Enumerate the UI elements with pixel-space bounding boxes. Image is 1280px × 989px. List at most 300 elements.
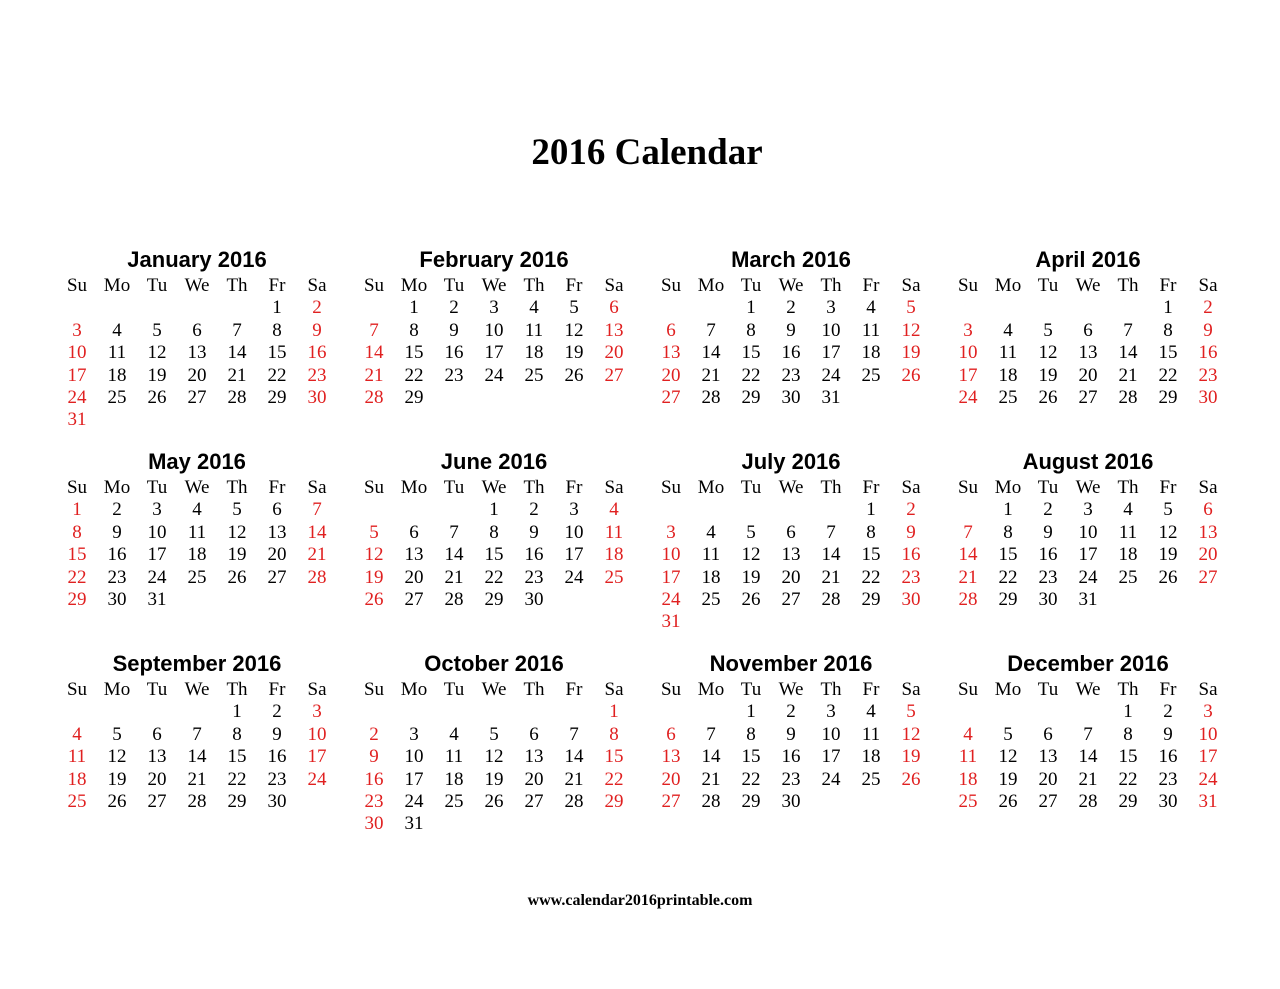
day-cell: 24 bbox=[821, 364, 841, 386]
month-block bbox=[948, 245, 1228, 447]
day-cell bbox=[217, 297, 257, 319]
day-cell: 26 bbox=[901, 364, 921, 386]
weekday-label: Mo bbox=[994, 477, 1022, 498]
day-cell: 25 bbox=[444, 790, 464, 812]
day-cell bbox=[137, 611, 177, 633]
day-cell: 19 bbox=[1038, 364, 1058, 386]
month-block bbox=[57, 447, 337, 649]
weekday-label: Mo bbox=[400, 679, 428, 700]
day-cell bbox=[1188, 409, 1228, 431]
day-cell: 28 bbox=[444, 588, 464, 610]
day-cell: 9 bbox=[369, 746, 379, 768]
day-cell: 27 bbox=[781, 588, 801, 610]
day-cell: 25 bbox=[107, 386, 127, 408]
day-cell: 1 bbox=[489, 499, 499, 521]
day-cell: 19 bbox=[901, 746, 921, 768]
day-cell: 28 bbox=[564, 790, 584, 812]
day-cell: 9 bbox=[1043, 521, 1053, 543]
day-cell: 30 bbox=[524, 588, 544, 610]
day-cell: 13 bbox=[604, 319, 624, 341]
day-cell: 19 bbox=[364, 566, 384, 588]
day-cell bbox=[554, 813, 594, 835]
day-cell: 14 bbox=[821, 544, 841, 566]
day-cell bbox=[1068, 611, 1108, 633]
day-cell: 24 bbox=[1198, 768, 1218, 790]
month-block bbox=[948, 649, 1228, 851]
day-cell: 3 bbox=[826, 701, 836, 723]
day-cell: 7 bbox=[826, 521, 836, 543]
day-cell bbox=[1108, 611, 1148, 633]
day-cell: 22 bbox=[861, 566, 881, 588]
weekday-label: Su bbox=[957, 477, 979, 498]
day-cell: 17 bbox=[821, 342, 841, 364]
day-cell: 19 bbox=[227, 544, 247, 566]
day-cell: 8 bbox=[746, 723, 756, 745]
day-cell bbox=[257, 589, 297, 611]
weekday-label: Su bbox=[363, 679, 385, 700]
month-block bbox=[57, 649, 337, 851]
day-cell bbox=[948, 499, 988, 521]
week-row bbox=[651, 342, 931, 364]
day-cell: 26 bbox=[107, 790, 127, 812]
day-cell: 17 bbox=[307, 746, 327, 768]
day-cell: 13 bbox=[267, 521, 287, 543]
month-title: February 2016 bbox=[419, 247, 569, 272]
day-cell bbox=[1188, 589, 1228, 611]
day-cell bbox=[1028, 297, 1068, 319]
day-cell: 22 bbox=[741, 364, 761, 386]
day-cell: 11 bbox=[861, 319, 881, 341]
day-cell: 5 bbox=[152, 319, 162, 341]
day-cell: 14 bbox=[364, 342, 384, 364]
day-cell bbox=[394, 409, 434, 431]
day-cell bbox=[257, 409, 297, 431]
day-cell: 8 bbox=[409, 319, 419, 341]
day-cell: 6 bbox=[666, 319, 676, 341]
day-cell bbox=[434, 701, 474, 723]
month-block bbox=[354, 649, 634, 851]
day-cell: 26 bbox=[484, 790, 504, 812]
weekday-label: Th bbox=[820, 275, 842, 296]
day-cell: 30 bbox=[781, 790, 801, 812]
day-cell: 23 bbox=[781, 364, 801, 386]
week-row bbox=[948, 769, 1228, 791]
day-cell: 3 bbox=[312, 701, 322, 723]
day-cell: 12 bbox=[741, 544, 761, 566]
week-row bbox=[57, 746, 337, 768]
day-cell: 21 bbox=[701, 364, 721, 386]
day-cell: 29 bbox=[741, 790, 761, 812]
day-cell: 18 bbox=[444, 768, 464, 790]
day-cell bbox=[691, 297, 731, 319]
weekday-label: Sa bbox=[1198, 477, 1218, 498]
day-cell: 27 bbox=[1078, 386, 1098, 408]
day-cell: 12 bbox=[147, 342, 167, 364]
day-cell: 1 bbox=[72, 499, 82, 521]
day-cell: 6 bbox=[1043, 723, 1053, 745]
day-cell: 12 bbox=[901, 723, 921, 745]
day-cell: 20 bbox=[1078, 364, 1098, 386]
day-cell: 2 bbox=[906, 499, 916, 521]
week-row bbox=[651, 701, 931, 723]
week-row bbox=[651, 724, 931, 746]
weekday-label: Su bbox=[66, 477, 88, 498]
weekday-label: We bbox=[1075, 275, 1101, 296]
day-cell: 15 bbox=[404, 342, 424, 364]
day-cell bbox=[137, 409, 177, 431]
day-cell: 3 bbox=[826, 297, 836, 319]
weekday-header bbox=[57, 477, 337, 499]
day-cell: 27 bbox=[661, 386, 681, 408]
day-cell bbox=[137, 813, 177, 835]
weekday-label: We bbox=[1075, 679, 1101, 700]
day-cell: 6 bbox=[152, 723, 162, 745]
day-cell: 29 bbox=[267, 386, 287, 408]
day-cell: 1 bbox=[272, 297, 282, 319]
day-cell: 7 bbox=[963, 521, 973, 543]
week-row bbox=[948, 544, 1228, 566]
day-cell: 4 bbox=[529, 297, 539, 319]
day-cell: 26 bbox=[227, 566, 247, 588]
day-cell: 10 bbox=[307, 723, 327, 745]
week-row bbox=[651, 567, 931, 589]
week-row bbox=[354, 769, 634, 791]
day-cell bbox=[771, 611, 811, 633]
weekday-label: We bbox=[778, 275, 804, 296]
week-row bbox=[948, 409, 1228, 431]
months-grid bbox=[57, 245, 1228, 851]
week-row bbox=[354, 813, 634, 835]
weekday-label: Fr bbox=[565, 679, 583, 700]
day-cell: 20 bbox=[604, 342, 624, 364]
day-cell: 15 bbox=[1118, 746, 1138, 768]
day-cell: 18 bbox=[861, 746, 881, 768]
day-cell: 14 bbox=[307, 521, 327, 543]
day-cell: 13 bbox=[1078, 342, 1098, 364]
weekday-label: Mo bbox=[994, 275, 1022, 296]
day-cell: 22 bbox=[67, 566, 87, 588]
day-cell: 3 bbox=[152, 499, 162, 521]
day-cell bbox=[1028, 611, 1068, 633]
day-cell bbox=[1028, 813, 1068, 835]
day-cell bbox=[851, 791, 891, 813]
day-cell: 27 bbox=[604, 364, 624, 386]
weekday-label: Mo bbox=[400, 275, 428, 296]
day-cell bbox=[354, 611, 394, 633]
day-cell: 16 bbox=[107, 544, 127, 566]
weekday-label: Su bbox=[660, 275, 682, 296]
weekday-label: Su bbox=[66, 679, 88, 700]
weekday-label: We bbox=[184, 275, 210, 296]
day-cell: 29 bbox=[1158, 386, 1178, 408]
weekday-label: We bbox=[778, 679, 804, 700]
day-cell: 6 bbox=[409, 521, 419, 543]
day-cell: 8 bbox=[272, 319, 282, 341]
footer-url: www.calendar2016printable.com bbox=[527, 892, 753, 909]
month-title: July 2016 bbox=[741, 449, 841, 474]
day-cell: 3 bbox=[569, 499, 579, 521]
weekday-label: Sa bbox=[1198, 275, 1218, 296]
day-cell: 17 bbox=[821, 746, 841, 768]
day-cell: 12 bbox=[1038, 342, 1058, 364]
day-cell: 16 bbox=[1038, 544, 1058, 566]
day-cell: 21 bbox=[227, 364, 247, 386]
day-cell: 9 bbox=[1203, 319, 1213, 341]
day-cell: 16 bbox=[1158, 746, 1178, 768]
day-cell: 23 bbox=[444, 364, 464, 386]
day-cell: 21 bbox=[187, 768, 207, 790]
day-cell bbox=[1108, 589, 1148, 611]
day-cell: 20 bbox=[781, 566, 801, 588]
weekday-label: Th bbox=[523, 275, 545, 296]
weekday-label: Tu bbox=[740, 477, 762, 498]
day-cell: 26 bbox=[998, 790, 1018, 812]
day-cell bbox=[354, 499, 394, 521]
week-row bbox=[651, 611, 931, 633]
week-row bbox=[57, 567, 337, 589]
day-cell: 14 bbox=[701, 746, 721, 768]
day-cell: 31 bbox=[404, 813, 424, 835]
day-cell: 19 bbox=[998, 768, 1018, 790]
week-row bbox=[354, 342, 634, 364]
weekday-label: Tu bbox=[443, 275, 465, 296]
day-cell: 11 bbox=[187, 521, 207, 543]
week-row bbox=[57, 320, 337, 342]
day-cell: 23 bbox=[1158, 768, 1178, 790]
day-cell: 10 bbox=[1198, 723, 1218, 745]
weekday-label: Tu bbox=[740, 275, 762, 296]
day-cell bbox=[177, 297, 217, 319]
month-block bbox=[354, 245, 634, 447]
day-cell: 26 bbox=[364, 588, 384, 610]
day-cell: 31 bbox=[67, 409, 87, 431]
day-cell: 1 bbox=[746, 701, 756, 723]
weekday-label: Fr bbox=[565, 275, 583, 296]
day-cell: 11 bbox=[524, 319, 544, 341]
day-cell: 28 bbox=[1078, 790, 1098, 812]
weekday-label: We bbox=[184, 477, 210, 498]
day-cell: 9 bbox=[112, 521, 122, 543]
day-cell: 10 bbox=[821, 319, 841, 341]
day-cell: 11 bbox=[861, 723, 881, 745]
day-cell bbox=[1148, 813, 1188, 835]
weekday-label: Th bbox=[523, 679, 545, 700]
day-cell: 11 bbox=[1118, 521, 1138, 543]
day-cell: 26 bbox=[901, 768, 921, 790]
day-cell: 18 bbox=[67, 768, 87, 790]
day-cell: 7 bbox=[449, 521, 459, 543]
day-cell bbox=[177, 813, 217, 835]
day-cell bbox=[177, 589, 217, 611]
day-cell bbox=[394, 701, 434, 723]
day-cell: 4 bbox=[963, 723, 973, 745]
day-cell: 6 bbox=[1203, 499, 1213, 521]
weekday-label: Su bbox=[957, 679, 979, 700]
day-cell: 14 bbox=[1118, 342, 1138, 364]
day-cell: 15 bbox=[227, 746, 247, 768]
day-cell: 4 bbox=[609, 499, 619, 521]
day-cell: 11 bbox=[998, 342, 1018, 364]
day-cell: 7 bbox=[706, 319, 716, 341]
day-cell bbox=[691, 813, 731, 835]
day-cell bbox=[771, 409, 811, 431]
day-cell: 25 bbox=[998, 386, 1018, 408]
day-cell bbox=[297, 409, 337, 431]
weekday-label: We bbox=[1075, 477, 1101, 498]
day-cell: 9 bbox=[786, 319, 796, 341]
weekday-label: Sa bbox=[307, 275, 327, 296]
day-cell: 19 bbox=[901, 342, 921, 364]
day-cell bbox=[434, 387, 474, 409]
day-cell: 22 bbox=[404, 364, 424, 386]
weekday-header bbox=[948, 477, 1228, 499]
day-cell: 27 bbox=[661, 790, 681, 812]
day-cell: 22 bbox=[998, 566, 1018, 588]
weekday-label: Mo bbox=[697, 679, 725, 700]
month-block bbox=[354, 447, 634, 649]
day-cell: 10 bbox=[1078, 521, 1098, 543]
day-cell bbox=[137, 701, 177, 723]
day-cell bbox=[177, 409, 217, 431]
week-row bbox=[57, 701, 337, 723]
day-cell: 24 bbox=[484, 364, 504, 386]
weekday-label: Mo bbox=[103, 275, 131, 296]
day-cell: 12 bbox=[1158, 521, 1178, 543]
day-cell bbox=[651, 499, 691, 521]
week-row bbox=[57, 409, 337, 431]
weekday-label: Th bbox=[1117, 477, 1139, 498]
day-cell bbox=[97, 611, 137, 633]
weekday-label: Mo bbox=[400, 477, 428, 498]
day-cell: 20 bbox=[1198, 544, 1218, 566]
weekday-label: Tu bbox=[1037, 679, 1059, 700]
day-cell: 29 bbox=[604, 790, 624, 812]
week-row bbox=[57, 611, 337, 633]
day-cell: 3 bbox=[666, 521, 676, 543]
day-cell: 22 bbox=[741, 768, 761, 790]
day-cell bbox=[514, 409, 554, 431]
day-cell: 1 bbox=[1003, 499, 1013, 521]
day-cell: 19 bbox=[1158, 544, 1178, 566]
day-cell: 3 bbox=[409, 723, 419, 745]
day-cell: 29 bbox=[861, 588, 881, 610]
day-cell bbox=[851, 409, 891, 431]
day-cell: 12 bbox=[484, 746, 504, 768]
week-row bbox=[948, 813, 1228, 835]
week-row bbox=[57, 342, 337, 364]
day-cell: 18 bbox=[187, 544, 207, 566]
weekday-label: Th bbox=[820, 477, 842, 498]
day-cell: 5 bbox=[369, 521, 379, 543]
weekday-header bbox=[354, 477, 634, 499]
day-cell: 3 bbox=[489, 297, 499, 319]
day-cell: 7 bbox=[312, 499, 322, 521]
day-cell: 25 bbox=[187, 566, 207, 588]
day-cell: 20 bbox=[524, 768, 544, 790]
day-cell bbox=[394, 611, 434, 633]
month-block bbox=[57, 245, 337, 447]
page-title: 2016 Calendar bbox=[531, 132, 763, 173]
week-row bbox=[651, 769, 931, 791]
day-cell bbox=[434, 409, 474, 431]
week-row bbox=[948, 499, 1228, 521]
day-cell: 13 bbox=[781, 544, 801, 566]
day-cell: 2 bbox=[312, 297, 322, 319]
day-cell bbox=[771, 813, 811, 835]
day-cell bbox=[514, 611, 554, 633]
day-cell bbox=[434, 611, 474, 633]
day-cell: 24 bbox=[67, 386, 87, 408]
weekday-label: Sa bbox=[307, 679, 327, 700]
day-cell: 6 bbox=[786, 521, 796, 543]
weekday-label: Th bbox=[226, 679, 248, 700]
weekday-label: We bbox=[184, 679, 210, 700]
month-block bbox=[651, 649, 931, 851]
month-title: September 2016 bbox=[112, 651, 282, 676]
day-cell bbox=[948, 813, 988, 835]
week-row bbox=[948, 297, 1228, 319]
week-row bbox=[57, 544, 337, 566]
day-cell: 27 bbox=[187, 386, 207, 408]
day-cell bbox=[297, 589, 337, 611]
week-row bbox=[354, 387, 634, 409]
day-cell bbox=[137, 297, 177, 319]
weekday-label: Th bbox=[1117, 679, 1139, 700]
day-cell bbox=[514, 387, 554, 409]
day-cell: 22 bbox=[484, 566, 504, 588]
weekday-label: Sa bbox=[604, 679, 624, 700]
week-row bbox=[651, 297, 931, 319]
day-cell: 18 bbox=[1118, 544, 1138, 566]
weekday-label: We bbox=[481, 275, 507, 296]
day-cell: 1 bbox=[746, 297, 756, 319]
day-cell: 24 bbox=[564, 566, 584, 588]
month-block bbox=[651, 447, 931, 649]
day-cell: 13 bbox=[661, 746, 681, 768]
weekday-label: Mo bbox=[697, 477, 725, 498]
day-cell: 4 bbox=[192, 499, 202, 521]
day-cell: 11 bbox=[701, 544, 721, 566]
week-row bbox=[948, 791, 1228, 813]
day-cell bbox=[434, 813, 474, 835]
day-cell: 26 bbox=[1038, 386, 1058, 408]
day-cell bbox=[354, 409, 394, 431]
day-cell bbox=[1028, 409, 1068, 431]
day-cell: 21 bbox=[958, 566, 978, 588]
week-row bbox=[354, 589, 634, 611]
month-title: August 2016 bbox=[1022, 449, 1154, 474]
day-cell: 22 bbox=[227, 768, 247, 790]
weekday-label: Tu bbox=[1037, 477, 1059, 498]
day-cell bbox=[948, 611, 988, 633]
day-cell: 28 bbox=[701, 386, 721, 408]
month-title: January 2016 bbox=[127, 247, 267, 272]
day-cell bbox=[891, 791, 931, 813]
day-cell bbox=[257, 611, 297, 633]
day-cell bbox=[97, 297, 137, 319]
day-cell bbox=[217, 611, 257, 633]
day-cell: 21 bbox=[307, 544, 327, 566]
day-cell: 17 bbox=[1078, 544, 1098, 566]
day-cell: 25 bbox=[524, 364, 544, 386]
week-row bbox=[354, 499, 634, 521]
week-row bbox=[948, 567, 1228, 589]
day-cell: 10 bbox=[147, 521, 167, 543]
day-cell: 6 bbox=[666, 723, 676, 745]
day-cell: 12 bbox=[107, 746, 127, 768]
day-cell bbox=[97, 409, 137, 431]
weekday-label: Su bbox=[66, 275, 88, 296]
